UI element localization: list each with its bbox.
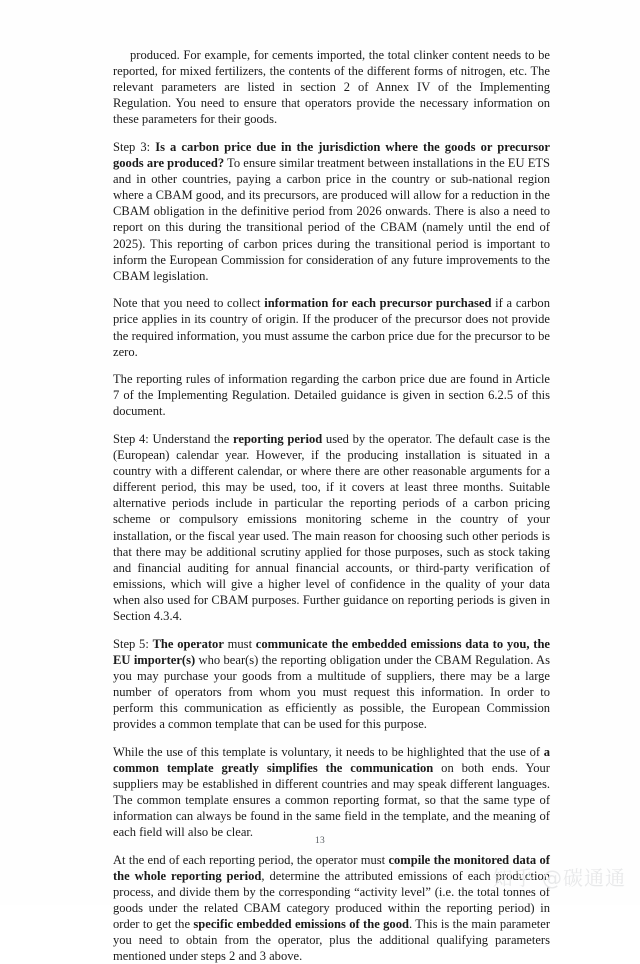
body-text: Step 4: Understand the	[113, 431, 234, 446]
body-text: To ensure similar treatment between installations in the EU ETS and in other countries, paying a carbon price in the country or sub-national region where a CBAM good, and its precursors, are produced will allow for a reduction in the CBAM obligation in the definitive period from 2026 onwards. There is also a need to report on this during the transitional period of the CBAM (namely until the end of 2025). This reporting of carbon prices during the transitional period is important to inform the European Commission for consideration of any future improvements to the CBAM legislation.	[113, 156, 550, 283]
body-text: must	[223, 636, 256, 651]
body-text: if a carbon price applies in its country of origin. If the producer of the precursor does not provide the required information, you must assume the carbon price due for the precursor to be zero.	[113, 296, 550, 359]
para-note-precursor	[113, 295, 550, 359]
emphasis-text: a common template greatly simplifies the communication	[113, 744, 550, 775]
body-text: Step 3:	[113, 139, 156, 154]
para-step-4	[113, 431, 550, 624]
document-body	[113, 47, 550, 964]
emphasis-text: communicate the embedded emissions data to you, the EU importer(s)	[113, 636, 550, 667]
body-text: , determine the attributed emissions of each production process, and divide them by the corresponding “activity level” (i.e. the total tonnes of goods under the related CBAM category produced within the reporting period) in order to get the	[113, 868, 550, 932]
para-step-5	[113, 636, 550, 733]
page-number: 13	[315, 836, 325, 846]
body-text: Step 5:	[113, 636, 153, 651]
body-text: who bear(s) the reporting obligation under the CBAM Regulation. As you may purchase your goods from a multitude of suppliers, there may be a large number of operators from whom you must request this information. In order to perform this communication as efficiently as possible, the European Commission provides a common template that can be used for this purpose.	[113, 652, 550, 732]
para-reporting-rules	[113, 371, 550, 419]
emphasis-text: information for each precursor purchased	[264, 296, 492, 311]
para-template-voluntary	[113, 744, 550, 841]
emphasis-text: The operator	[152, 636, 224, 651]
body-text: on both ends. Your suppliers may be established in different countries and may speak different languages. The common template ensures a common reporting format, so that the same type of information can always be found in the same field in the template, and the meaning of each field will also be clear.	[113, 760, 550, 840]
body-text: . This is the main parameter you need to obtain from the operator, plus the additional qualifying parameters mentioned under steps 2 and 3 above.	[113, 917, 550, 964]
body-text: used by the operator. The default case is the (European) calendar year. However, if the producing installation is situated in a country with a different calendar, or where there are other reasonable arguments for a different period, this may be used, too, if it covers at least three months. Suitable alternative periods include in particular the reporting periods of a carbon pricing scheme or compulsory emissions monitoring scheme in the country of your installation, or the fiscal year used. The main reason for choosing such other periods is that there may be additional scrutiny applied for those purposes, such as stock taking and financial auditing for annual financial accounts, or third-party verification of emissions, which will give a higher level of confidence in the quality of your data when also used for CBAM purposes. Further guidance on reporting periods is given in Section 4.3.4.	[113, 431, 551, 623]
para-continuation	[113, 47, 550, 127]
body-text: At the end of each reporting period, the operator must	[113, 852, 389, 867]
body-text: The reporting rules of information regarding the carbon price due are found in Article 7 of the Implementing Regulation. Detailed guidance is given in section 6.2.5 of this document.	[113, 372, 550, 419]
emphasis-text: reporting period	[233, 431, 323, 446]
emphasis-text: compile the monitored data of the whole reporting period	[113, 852, 550, 883]
para-end-of-period	[113, 852, 550, 964]
body-text: Note that you need to collect	[113, 296, 265, 311]
emphasis-text: Is a carbon price due in the jurisdiction where the goods or precursor goods are produced?	[113, 139, 550, 171]
body-text: While the use of this template is voluntary, it needs to be highlighted that the use of	[113, 744, 544, 759]
para-step-3	[113, 139, 550, 284]
body-text: produced. For example, for cements imported, the total clinker content needs to be reported, for mixed fertilizers, the contents of the different forms of nitrogen, etc. The relevant parameters are listed in section 2 of Annex IV of the Implementing Regulation. You need to ensure that operators provide the necessary information on these parameters for their goods.	[113, 48, 550, 127]
emphasis-text: specific embedded emissions of the good	[193, 917, 409, 932]
watermark: 知乎 @碳通通	[492, 866, 626, 890]
